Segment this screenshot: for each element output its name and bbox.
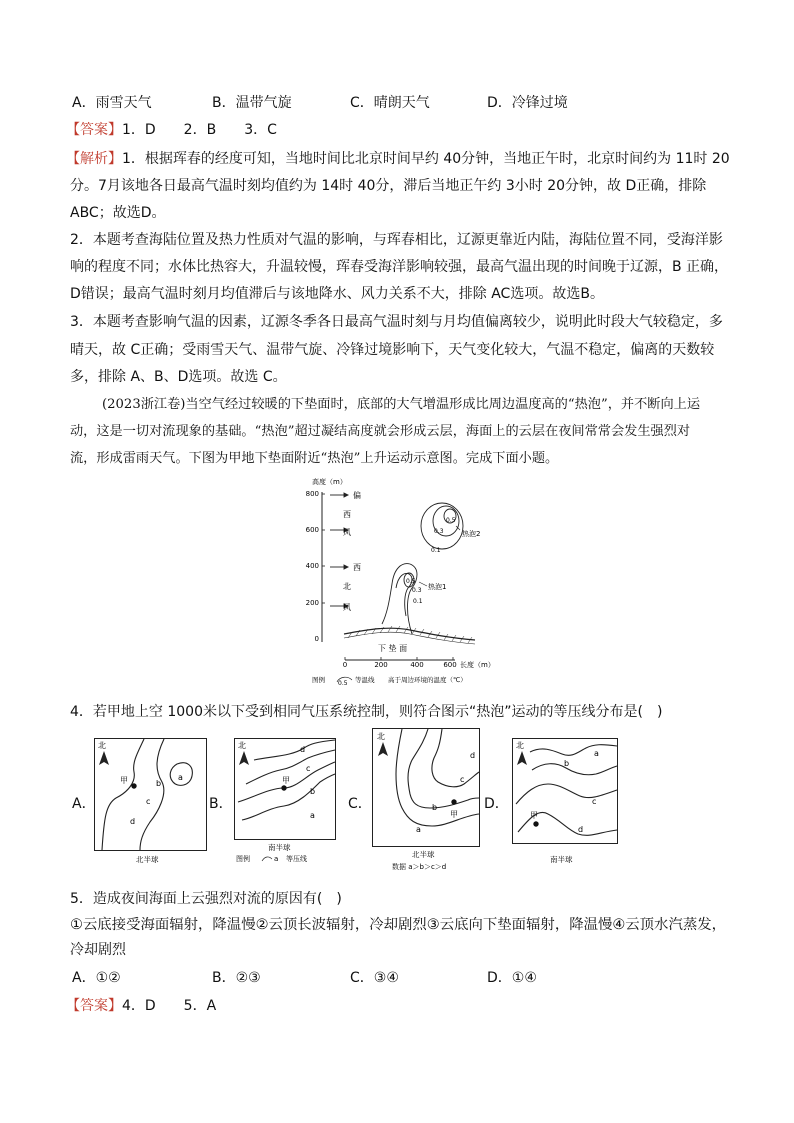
legend-b-a: a [274, 855, 279, 863]
analysis-line-1 [66, 149, 730, 169]
q4-stem: 4．若甲地上空 1000米以下受到相同气压系统控制，则符合图示“热泡”运动的等压线分布是( ) [70, 704, 663, 720]
iso-label-a-d: a [594, 749, 599, 758]
point-jia-d [533, 821, 538, 826]
point-jia-b [281, 785, 286, 790]
wind-upper-3: 风 [343, 528, 351, 537]
bubble2-iso-01: 0.1 [431, 547, 441, 554]
x-axis-unit: 长度（m） [460, 661, 495, 669]
intro-line-1: (2023浙江卷)当空气经过较暖的下垫面时，底部的大气增温形成比周边温度高的“热泡”，并不断向上运 [102, 397, 701, 412]
intro-line-2: 动，这是一切对流现象的基础。“热泡”超过凝结高度就会形成云层，海面上的云层在夜间常常会发生强烈对 [70, 424, 691, 439]
iso-label-d-b: d [300, 745, 306, 754]
q5-option-a: A．①② [72, 970, 121, 986]
iso-label-d: d [130, 817, 136, 826]
x-tick-0: 0 [342, 661, 348, 669]
option-c: C．晴朗天气 [350, 95, 430, 111]
y-tick-400: 400 [305, 562, 319, 570]
north-label-a: 北 [98, 741, 106, 750]
legend-b: 图例 [236, 855, 250, 863]
iso-label-c-d: c [592, 797, 597, 806]
bubble1-iso-03: 0.3 [412, 587, 422, 594]
y-tick-200: 200 [305, 599, 319, 607]
map-a [94, 738, 208, 868]
y-tick-600: 600 [305, 526, 319, 534]
iso-label-c-b: c [306, 764, 311, 773]
q4-label-c: C． [348, 796, 372, 812]
iso-label-b: b [156, 779, 162, 788]
caption-c: 北半球 [412, 850, 435, 859]
north-arrow-icon [239, 751, 249, 765]
caption-a: 北半球 [136, 855, 159, 864]
north-label-b: 北 [238, 741, 246, 750]
analysis-text: 1．根据珲春的经度可知，当地时间比北京时间早约 40分钟，当地正午时，北京时间约为 11时 20 [122, 151, 730, 167]
wind-upper-1: 偏 [353, 491, 361, 500]
bubble1-iso-05: 0.5 [406, 578, 416, 585]
bubble1-iso-01: 0.1 [413, 598, 423, 605]
analysis-line-5: 响的程度不同；水体比热容大，升温较慢，珲春受海洋影响较强，最高气温出现的时间晚于辽源，B 正确， [70, 259, 729, 275]
legend-title: 图例 [312, 676, 325, 684]
caption-d: 南半球 [550, 855, 573, 864]
option-a: A．雨雪天气 [72, 95, 152, 111]
iso-label-a-b: a [310, 811, 315, 820]
analysis-line-8: 晴天，故 C正确；受雨雪天气、温带气旋、冷锋过境影响下，天气变化较大，气温不稳定，偏离的天数较 [70, 342, 715, 358]
point-jia-label-b: 甲 [282, 776, 290, 785]
q5-option-c: C．③④ [350, 970, 399, 986]
caption-b: 南半球 [268, 843, 291, 852]
point-jia-label-a: 甲 [120, 776, 128, 785]
x-tick-600: 600 [443, 661, 457, 669]
analysis-line-6: D错误；最高气温时刻月均值滞后与该地降水、风力关系不大，排除 AC选项。故选B。 [70, 286, 604, 302]
wind-lower-2: 北 [343, 582, 351, 591]
q4-label-b: B． [209, 796, 233, 812]
analysis-line-3: ABC；故选D。 [70, 205, 166, 221]
legend-b-text: 等压线 [286, 855, 307, 863]
iso-label-c-c: c [460, 775, 465, 784]
iso-label-a: a [178, 773, 183, 782]
legend-iso-text: 等温线 [355, 676, 375, 684]
answer-line-2 [66, 996, 216, 1016]
point-jia-a [131, 783, 136, 788]
iso-label-a-c: a [416, 825, 421, 834]
y-tick-0: 0 [314, 635, 319, 643]
q5-stem: 5．造成夜间海面上云强烈对流的原因有( ) [70, 891, 342, 907]
q5-option-b: B．②③ [212, 970, 261, 986]
iso-label-d-c: d [470, 751, 476, 760]
x-tick-400: 400 [410, 661, 424, 669]
bubble2-iso-03: 0.3 [434, 528, 444, 535]
north-arrow-icon [99, 751, 109, 765]
answer-tag: 【答案】 [66, 122, 122, 138]
heat-bubble-figure [300, 476, 500, 692]
q5-choices-line-1: ①云底接受海面辐射，降温慢②云顶长波辐射，冷却剧烈③云底向下垫面辐射，降温慢④云顶水汽蒸发， [70, 917, 727, 933]
map-d [512, 738, 628, 868]
wind-lower-1: 西 [353, 563, 361, 572]
point-jia-label-c: 甲 [450, 810, 458, 819]
note-c: 数据 a＞b＞c＞d [392, 863, 447, 871]
map-b [234, 738, 346, 868]
analysis-line-4: 2．本题考查海陆位置及热力性质对气温的影响，与珲春相比，辽源更靠近内陆，海陆位置不同，受海洋影 [70, 232, 723, 248]
answer-text-2: 4．D 5．A [122, 998, 217, 1014]
surface-label: 下 垫 面 [378, 644, 408, 653]
height-axis-label: 高度（m） [312, 478, 347, 486]
wind-lower-3: 风 [343, 603, 351, 612]
point-jia-label-d: 甲 [530, 811, 538, 820]
iso-label-b-b: b [310, 787, 316, 796]
intro-line-3: 流，形成雷雨天气。下图为甲地下垫面附近“热泡”上升运动示意图。完成下面小题。 [70, 451, 559, 466]
legend-desc: 高于周边环境的温度（℃） [388, 676, 467, 684]
bubble2-label: 热泡2 [462, 530, 481, 538]
map-c [372, 728, 484, 874]
answer-text: 1．D 2．B 3．C [122, 122, 277, 138]
north-label-d: 北 [516, 741, 524, 750]
analysis-line-9: 多，排除 A、B、D选项。故选 C。 [70, 369, 287, 385]
bubble2-iso-05: 0.5 [446, 517, 456, 524]
analysis-line-2: 分。7月该地各日最高气温时刻均值约为 14时 40分，滞后当地正午约 3小时 20分钟，故 D正确，排除 [70, 178, 707, 194]
option-b: B．温带气旋 [212, 95, 292, 111]
y-tick-800: 800 [305, 490, 319, 498]
analysis-tag: 【解析】 [66, 151, 122, 167]
point-jia-c [451, 799, 456, 804]
north-label-c: 北 [377, 732, 385, 741]
iso-label-b-c: b [432, 803, 438, 812]
north-arrow-icon [517, 751, 527, 765]
option-d: D．冷锋过境 [487, 95, 568, 111]
iso-label-c: c [146, 797, 151, 806]
q5-choices-line-2: 冷却剧烈 [70, 942, 126, 958]
x-tick-200: 200 [374, 661, 388, 669]
north-arrow-icon [378, 742, 388, 756]
q4-label-d: D． [484, 796, 509, 812]
iso-label-d-d: d [578, 825, 584, 834]
analysis-line-7: 3．本题考查影响气温的因素，辽源冬季各日最高气温时刻与月均值偏离较少，说明此时段大气较稳定，多 [70, 314, 723, 330]
bubble1-label: 热泡1 [428, 583, 447, 591]
iso-label-b-d: b [564, 759, 570, 768]
q4-label-a: A． [72, 796, 96, 812]
answer-tag-2: 【答案】 [66, 998, 122, 1014]
q5-option-d: D．①④ [487, 970, 537, 986]
wind-upper-2: 西 [343, 510, 351, 519]
answer-line-1 [66, 120, 277, 140]
legend-iso-value: 0.5 [338, 680, 348, 687]
